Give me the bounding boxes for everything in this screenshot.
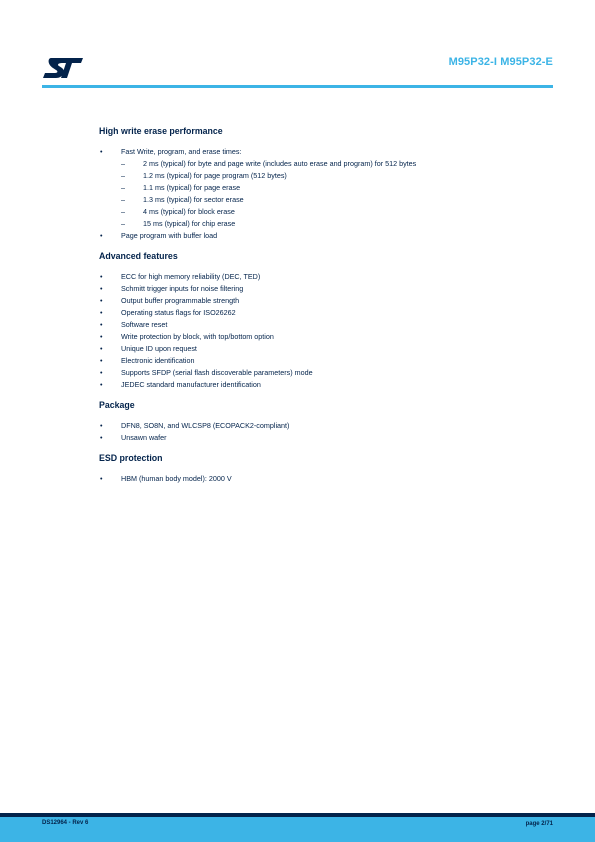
sub-list-item-text: 1.2 ms (typical) for page program (512 bytes) bbox=[143, 171, 287, 180]
list-item bbox=[99, 307, 559, 319]
bullet-marker: • bbox=[100, 284, 103, 293]
bullet-marker: • bbox=[100, 320, 103, 329]
list-item bbox=[99, 283, 559, 295]
footer-document-id: DS12964 - Rev 6 bbox=[42, 820, 89, 826]
document-title: M95P32-I M95P32-E bbox=[448, 56, 553, 68]
advanced-features-list bbox=[99, 271, 559, 391]
list-item-text: Page program with buffer load bbox=[121, 231, 218, 240]
section-advanced-features bbox=[99, 251, 559, 391]
list-item bbox=[99, 432, 559, 444]
sub-list-item bbox=[99, 206, 559, 218]
bullet-marker: • bbox=[100, 272, 103, 281]
bullet-marker: • bbox=[100, 147, 103, 156]
bullet-marker: • bbox=[100, 380, 103, 389]
list-item bbox=[99, 319, 559, 331]
list-item bbox=[99, 295, 559, 307]
bullet-marker: • bbox=[100, 433, 103, 442]
list-item-text: Write protection by block, with top/bottom option bbox=[121, 332, 274, 341]
list-item bbox=[99, 271, 559, 283]
sub-list-item bbox=[99, 170, 559, 182]
dash-marker: – bbox=[121, 195, 125, 204]
sub-list-item-text: 2 ms (typical) for byte and page write (includes auto erase and program) for 512 bytes bbox=[143, 159, 417, 168]
header-rule bbox=[42, 85, 553, 88]
list-item-text: ECC for high memory reliability (DEC, TED) bbox=[121, 272, 261, 281]
list-item-text: Electronic identification bbox=[121, 356, 195, 365]
list-item bbox=[99, 379, 559, 391]
list-item bbox=[99, 473, 559, 485]
section-package bbox=[99, 400, 559, 444]
list-item bbox=[99, 355, 559, 367]
list-item-text: Fast Write, program, and erase times: bbox=[121, 147, 242, 156]
bullet-marker: • bbox=[100, 344, 103, 353]
dash-marker: – bbox=[121, 183, 125, 192]
list-item-text: Unique ID upon request bbox=[121, 344, 197, 353]
esd-protection-list bbox=[99, 473, 559, 485]
list-item-text: Output buffer programmable strength bbox=[121, 296, 240, 305]
list-item bbox=[99, 331, 559, 343]
dash-marker: – bbox=[121, 219, 125, 228]
bullet-marker: • bbox=[100, 356, 103, 365]
section-title-advanced-features: Advanced features bbox=[99, 251, 178, 261]
section-title-write-erase: High write erase performance bbox=[99, 126, 223, 136]
sub-list-item bbox=[99, 182, 559, 194]
st-logo-icon bbox=[42, 56, 84, 80]
section-title-package: Package bbox=[99, 400, 135, 410]
list-item bbox=[99, 367, 559, 379]
dash-marker: – bbox=[121, 207, 125, 216]
footer-band bbox=[0, 817, 595, 842]
package-list bbox=[99, 420, 559, 444]
list-item-text: Operating status flags for ISO26262 bbox=[121, 308, 236, 317]
sub-list-item bbox=[99, 218, 559, 230]
section-write-erase bbox=[99, 126, 559, 242]
list-item bbox=[99, 420, 559, 432]
footer-page-number: page 2/71 bbox=[525, 821, 553, 827]
list-item bbox=[99, 230, 559, 242]
list-item-text: DFN8, SO8N, and WLCSP8 (ECOPACK2-compliant) bbox=[121, 421, 290, 430]
bullet-marker: • bbox=[100, 231, 103, 240]
sub-list-item-text: 15 ms (typical) for chip erase bbox=[143, 219, 236, 228]
sub-list-item bbox=[99, 194, 559, 206]
list-item-text: Schmitt trigger inputs for noise filtering bbox=[121, 284, 244, 293]
sub-list-item-text: 1.3 ms (typical) for sector erase bbox=[143, 195, 244, 204]
sub-list-item bbox=[99, 158, 559, 170]
bullet-marker: • bbox=[100, 421, 103, 430]
bullet-marker: • bbox=[100, 296, 103, 305]
list-item bbox=[99, 146, 559, 158]
bullet-marker: • bbox=[100, 308, 103, 317]
section-esd-protection bbox=[99, 453, 559, 485]
list-item-text: Supports SFDP (serial flash discoverable parameters) mode bbox=[121, 368, 313, 377]
main-content bbox=[99, 126, 559, 485]
bullet-marker: • bbox=[100, 474, 103, 483]
write-erase-list bbox=[99, 146, 559, 242]
bullet-marker: • bbox=[100, 332, 103, 341]
list-item-text: Unsawn wafer bbox=[121, 433, 167, 442]
dash-marker: – bbox=[121, 171, 125, 180]
list-item bbox=[99, 343, 559, 355]
list-item-text: HBM (human body model): 2000 V bbox=[121, 474, 232, 483]
sub-list-item-text: 4 ms (typical) for block erase bbox=[143, 207, 235, 216]
dash-marker: – bbox=[121, 159, 125, 168]
list-item-text: JEDEC standard manufacturer identification bbox=[121, 380, 261, 389]
sub-list-item-text: 1.1 ms (typical) for page erase bbox=[143, 183, 241, 192]
section-title-esd-protection: ESD protection bbox=[99, 453, 163, 463]
bullet-marker: • bbox=[100, 368, 103, 377]
list-item-text: Software reset bbox=[121, 320, 168, 329]
